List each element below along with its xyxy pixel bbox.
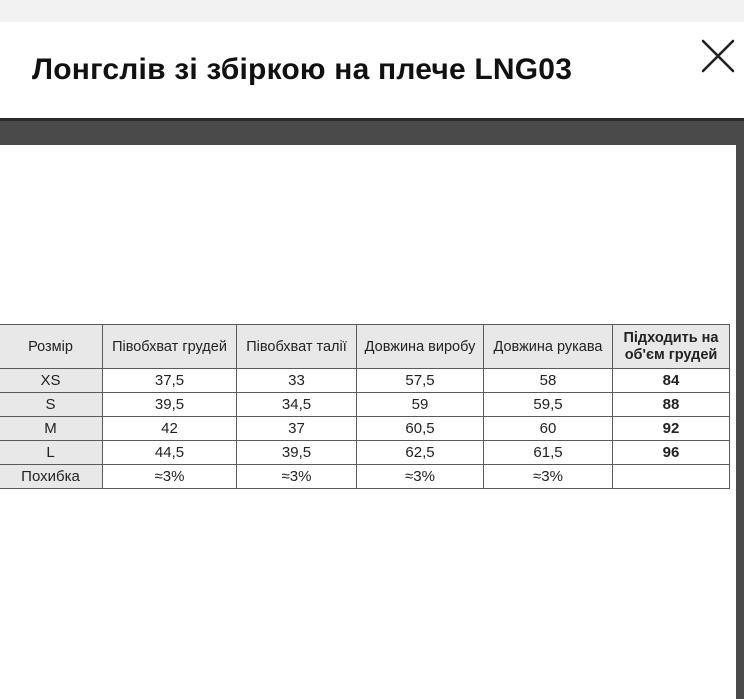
header-length: Довжина виробу (357, 325, 484, 369)
header-fits-bust: Підходить на об'єм грудей (613, 325, 730, 369)
size-cell: M (0, 417, 103, 441)
table-row (0, 417, 730, 441)
table-row (0, 393, 730, 417)
size-cell: L (0, 441, 103, 465)
modal-header (0, 22, 744, 118)
table-cell: 59,5 (484, 393, 613, 417)
table-row (0, 441, 730, 465)
fit-cell: 88 (613, 393, 730, 417)
image-frame-edge (736, 145, 744, 699)
table-cell: 62,5 (357, 441, 484, 465)
size-cell: S (0, 393, 103, 417)
table-cell: ≈3% (357, 465, 484, 489)
image-frame-bar (0, 118, 744, 145)
table-cell: ≈3% (484, 465, 613, 489)
close-icon (696, 34, 740, 78)
size-table (0, 324, 730, 489)
table-cell: 39,5 (237, 441, 357, 465)
table-cell: 60 (484, 417, 613, 441)
table-cell: 44,5 (103, 441, 237, 465)
table-cell: 57,5 (357, 369, 484, 393)
table-cell: 33 (237, 369, 357, 393)
size-cell: Похибка (0, 465, 103, 489)
header-size: Розмір (0, 325, 103, 369)
header-waist: Півобхват талії (237, 325, 357, 369)
table-cell: 39,5 (103, 393, 237, 417)
fit-cell: 84 (613, 369, 730, 393)
table-cell: 60,5 (357, 417, 484, 441)
close-button[interactable] (696, 34, 740, 78)
header-chest: Півобхват грудей (103, 325, 237, 369)
table-cell: 34,5 (237, 393, 357, 417)
table-cell: 42 (103, 417, 237, 441)
table-cell: 59 (357, 393, 484, 417)
fit-cell: 96 (613, 441, 730, 465)
top-strip (0, 0, 744, 22)
table-cell: 61,5 (484, 441, 613, 465)
table-cell: 37 (237, 417, 357, 441)
table-cell: 58 (484, 369, 613, 393)
table-cell: ≈3% (237, 465, 357, 489)
table-row (0, 369, 730, 393)
table-header-row (0, 325, 730, 369)
size-chart-image (0, 145, 736, 699)
header-sleeve: Довжина рукава (484, 325, 613, 369)
table-row-tolerance (0, 465, 730, 489)
page-title: Лонгслів зі збіркою на плече LNG03 (32, 53, 573, 86)
table-cell: ≈3% (103, 465, 237, 489)
fit-cell (613, 465, 730, 489)
table-cell: 37,5 (103, 369, 237, 393)
fit-cell: 92 (613, 417, 730, 441)
size-cell: XS (0, 369, 103, 393)
